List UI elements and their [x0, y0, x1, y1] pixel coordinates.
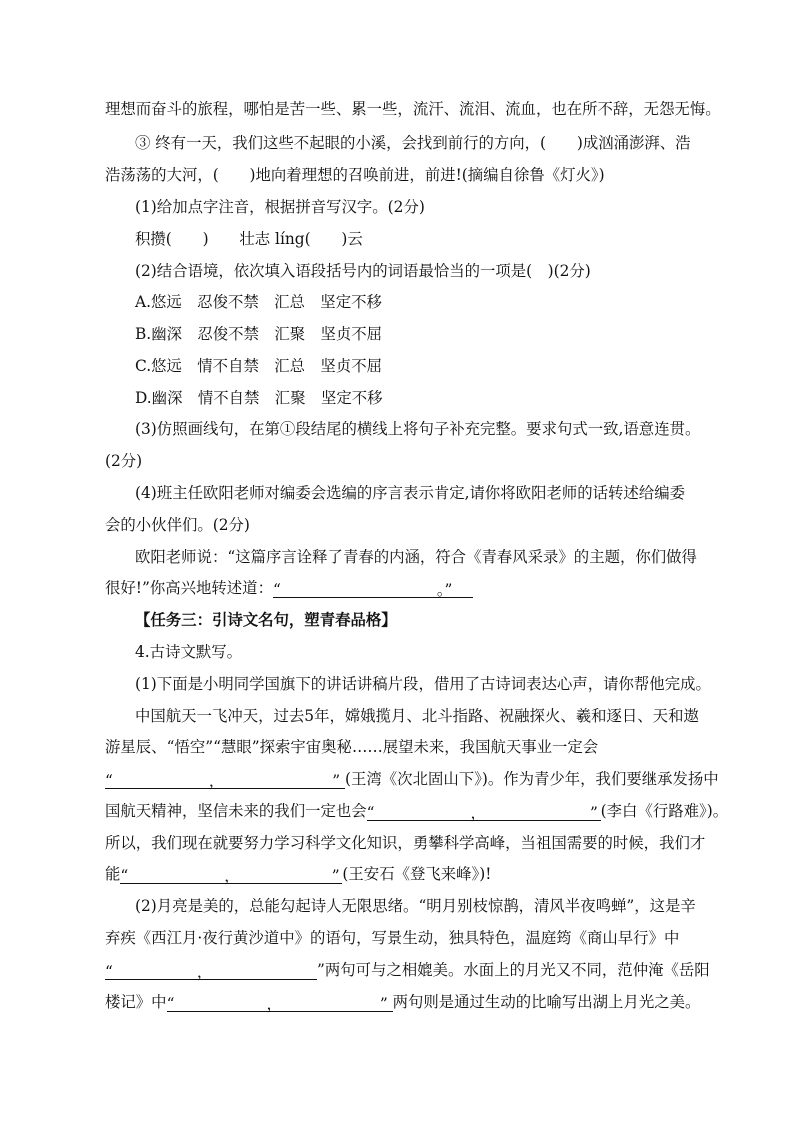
answer-blank[interactable] [105, 771, 345, 789]
text-line [105, 864, 491, 884]
text-line [105, 992, 700, 1012]
text-line: 中国航天一飞冲天，过去5年，嫦娥揽月、北斗指路、祝融探火、羲和逐日、天和遨 [135, 707, 699, 725]
comma: ， [196, 963, 213, 981]
comma: ， [224, 867, 240, 885]
answer-blank[interactable] [167, 994, 393, 1012]
text-line: (3)仿照画线句，在第①段结尾的横线上将句子补充完整。要求句式一致,语意连贯。 [135, 420, 701, 438]
text-line [105, 960, 710, 980]
text-line: (2)结合语境，依次填入语段括号内的词语最恰当的一项是( )(2分) [135, 262, 591, 280]
close-quote: ” [589, 804, 598, 822]
close-quote: ” [379, 995, 388, 1013]
close-quote: ” [332, 772, 341, 790]
text-span: 两句可与之相媲美。水面上的月光又不同，范仲淹《岳阳 [324, 961, 710, 979]
comma: ， [470, 804, 486, 822]
text-line: (1)给加点字注音，根据拼音写汉字。(2分) [135, 198, 425, 216]
text-line [105, 769, 719, 789]
text-span: (王安石《登飞来峰》)! [342, 865, 492, 883]
text-line: 会的小伙伴们。(2分) [105, 516, 250, 534]
text-span: 能 [105, 865, 121, 883]
open-quote: “ [105, 963, 113, 981]
section-heading: 【任务三：引诗文名句，塑青春品格】 [135, 611, 397, 629]
text-span: 国航天精神，坚信未来的我们一定也会 [105, 802, 367, 820]
open-quote: “ [120, 867, 129, 885]
text-span: (李白《行路难》)。 [600, 802, 729, 820]
answer-blank[interactable] [273, 580, 473, 598]
text-line: 理想而奋斗的旅程，哪怕是苦一些、累一些，流汗、流泪、流血，也在所不辞，无怨无悔。 [105, 100, 721, 118]
answer-blank[interactable] [367, 803, 601, 821]
close-quote: ” [317, 961, 325, 979]
answer-blank[interactable] [105, 962, 317, 980]
text-line: 4.古诗文默写。 [135, 643, 243, 661]
open-quote: “ [105, 772, 113, 790]
text-span: 楼记》中 [105, 993, 167, 1011]
comma: ， [266, 995, 282, 1013]
text-span: 很好!”你高兴地转述道： [105, 579, 273, 597]
text-line [105, 578, 473, 598]
open-quote: “ [366, 804, 375, 822]
text-line: (4)班主任欧阳老师对编委会选编的序言表示肯定,请你将欧阳老师的话转述给编委 [135, 484, 685, 502]
open-quote: “ [166, 995, 175, 1013]
text-line: 浩荡荡的大河，( )地向着理想的召唤前进，前进!(摘编自徐鲁《灯火》) [105, 166, 605, 184]
text-line: 所以，我们现在就要努力学习科学文化知识，勇攀科学高峰，当祖国需要的时候，我们才 [105, 834, 706, 852]
text-line: ③ 终有一天，我们这些不起眼的小溪，会找到前行的方向，( )成汹涌澎湃、浩 [135, 134, 691, 152]
text-line: 欧阳老师说：“这篇序言诠释了青春的内涵，符合《青春风采录》的主题，你们做得 [135, 548, 697, 566]
text-line: (2分) [105, 452, 143, 470]
close-quote: 。” [436, 581, 453, 599]
close-quote: ” [331, 867, 340, 885]
text-line [105, 801, 728, 821]
text-span: 两句则是通过生动的比喻写出湖上月光之美。 [392, 993, 701, 1011]
option-a: A.悠远 忍俊不禁 汇总 坚定不移 [135, 293, 382, 311]
text-span: (王湾《次北固山下》)。作为青少年，我们要继承发扬中 [345, 770, 719, 788]
text-line: 弃疾《西江月·夜行黄沙道中》的语句，写景生动，独具特色，温庭筠《商山早行》中 [105, 929, 680, 947]
text-line: 游星辰、“悟空”“慧眼”探索宇宙奥秘……展望未来，我国航天事业一定会 [105, 738, 599, 756]
text-line: (2)月亮是美的，总能勾起诗人无限思绪。“明月别枝惊鹊，清风半夜鸣蝉”，这是辛 [135, 897, 696, 915]
comma: ， [208, 772, 225, 790]
answer-blank[interactable] [120, 866, 342, 884]
option-c: C.悠远 情不自禁 汇总 坚贞不屈 [135, 357, 382, 375]
open-quote: “ [272, 581, 281, 599]
option-b: B.幽深 忍俊不禁 汇聚 坚贞不屈 [135, 325, 383, 343]
text-line: (1)下面是小明同学国旗下的讲话讲稿片段，借用了古诗词表达心声，请你帮他完成。 [135, 675, 711, 693]
option-d: D.幽深 情不自禁 汇聚 坚定不移 [135, 389, 383, 407]
text-line: 积攒( ) 壮志 líng( )云 [135, 230, 363, 248]
